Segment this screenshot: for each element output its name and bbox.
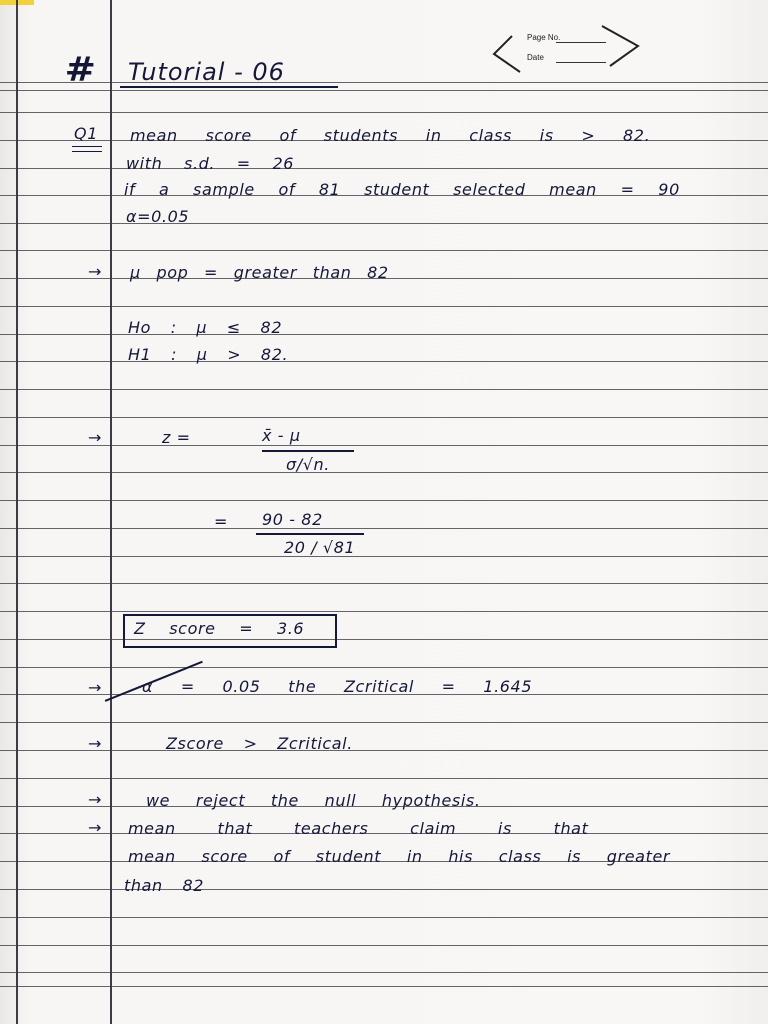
- ruled-line: [0, 583, 768, 584]
- bleed-through: [420, 98, 424, 114]
- population-mean-line: μ pop = greater than 82: [130, 263, 389, 282]
- alternative-hypothesis: H1 : μ > 82.: [128, 345, 289, 364]
- date-line: [556, 62, 606, 63]
- ruled-line: [0, 82, 768, 83]
- ruled-line: [0, 389, 768, 390]
- page-number-date-box: [490, 22, 640, 76]
- ruled-line: [0, 972, 768, 973]
- question-line-2: with s.d. = 26: [126, 154, 295, 173]
- ruled-line: [0, 986, 768, 987]
- page-no-label: Page No.: [527, 33, 561, 42]
- page-box-brackets: [490, 22, 640, 76]
- ruled-line: [0, 722, 768, 723]
- ruled-line: [0, 667, 768, 668]
- ruled-line: [0, 361, 768, 362]
- ruled-line: [0, 556, 768, 557]
- question-line-3: if a sample of 81 student selected mean = 90: [124, 180, 680, 199]
- ruled-line: [0, 889, 768, 890]
- ruled-line: [0, 945, 768, 946]
- ruled-line: [0, 500, 768, 501]
- page-title: Tutorial - 06: [128, 58, 285, 86]
- z-score-result: Z score = 3.6: [134, 619, 305, 638]
- ruled-line: [0, 250, 768, 251]
- ruled-line: [0, 611, 768, 612]
- ruled-line: [0, 306, 768, 307]
- conclusion-line-3: than 82: [124, 876, 205, 895]
- question-line-4: α=0.05: [126, 207, 190, 226]
- substitution-denominator: 20 / √81: [284, 538, 356, 557]
- ruled-line: [0, 778, 768, 779]
- ruled-line: [0, 639, 768, 640]
- conclusion-line-1: mean that teachers claim is that: [128, 819, 589, 838]
- ruled-line: [0, 90, 768, 91]
- title-underline: [120, 86, 338, 88]
- date-label: Date: [527, 53, 544, 62]
- arrow-5: →: [88, 790, 103, 809]
- ruled-line: [0, 445, 768, 446]
- arrow-2: →: [88, 428, 103, 447]
- margin-line: [110, 0, 112, 1024]
- substitution-equals: =: [214, 512, 229, 531]
- z-formula-lhs: z =: [162, 428, 191, 447]
- question-line-1: mean score of students in class is > 82.: [130, 126, 651, 145]
- arrow-1: →: [88, 262, 103, 281]
- substitution-numerator: 90 - 82: [262, 510, 323, 529]
- question-number-underline: [72, 146, 102, 147]
- ruled-line: [0, 750, 768, 751]
- ruled-line: [0, 334, 768, 335]
- ruled-line: [0, 223, 768, 224]
- arrow-6: →: [88, 818, 103, 837]
- null-hypothesis: Ho : μ ≤ 82: [128, 318, 283, 337]
- ruled-line: [0, 528, 768, 529]
- conclusion-line-2: mean score of student in his class is greater: [128, 847, 671, 866]
- arrow-3: →: [88, 678, 103, 697]
- ruled-line: [0, 112, 768, 113]
- z-formula-denominator: σ/√n.: [286, 455, 330, 474]
- title-hash: #: [64, 50, 96, 90]
- ruled-line: [0, 417, 768, 418]
- z-formula-fraction-bar: [262, 450, 354, 452]
- substitution-fraction-bar: [256, 533, 364, 535]
- page-no-line: [556, 42, 606, 43]
- z-formula-numerator: x̄ - μ: [262, 426, 301, 445]
- question-number: Q1: [74, 124, 98, 143]
- ruled-line: [0, 917, 768, 918]
- question-number-underline-2: [72, 151, 102, 152]
- alpha-critical-line: α = 0.05 the Zcritical = 1.645: [142, 677, 533, 696]
- left-edge-line: [16, 0, 18, 1024]
- ruled-line: [0, 472, 768, 473]
- ruled-line: [0, 168, 768, 169]
- comparison-line: Zscore > Zcritical.: [166, 734, 353, 753]
- reject-line: we reject the null hypothesis.: [146, 791, 481, 810]
- arrow-4: →: [88, 734, 103, 753]
